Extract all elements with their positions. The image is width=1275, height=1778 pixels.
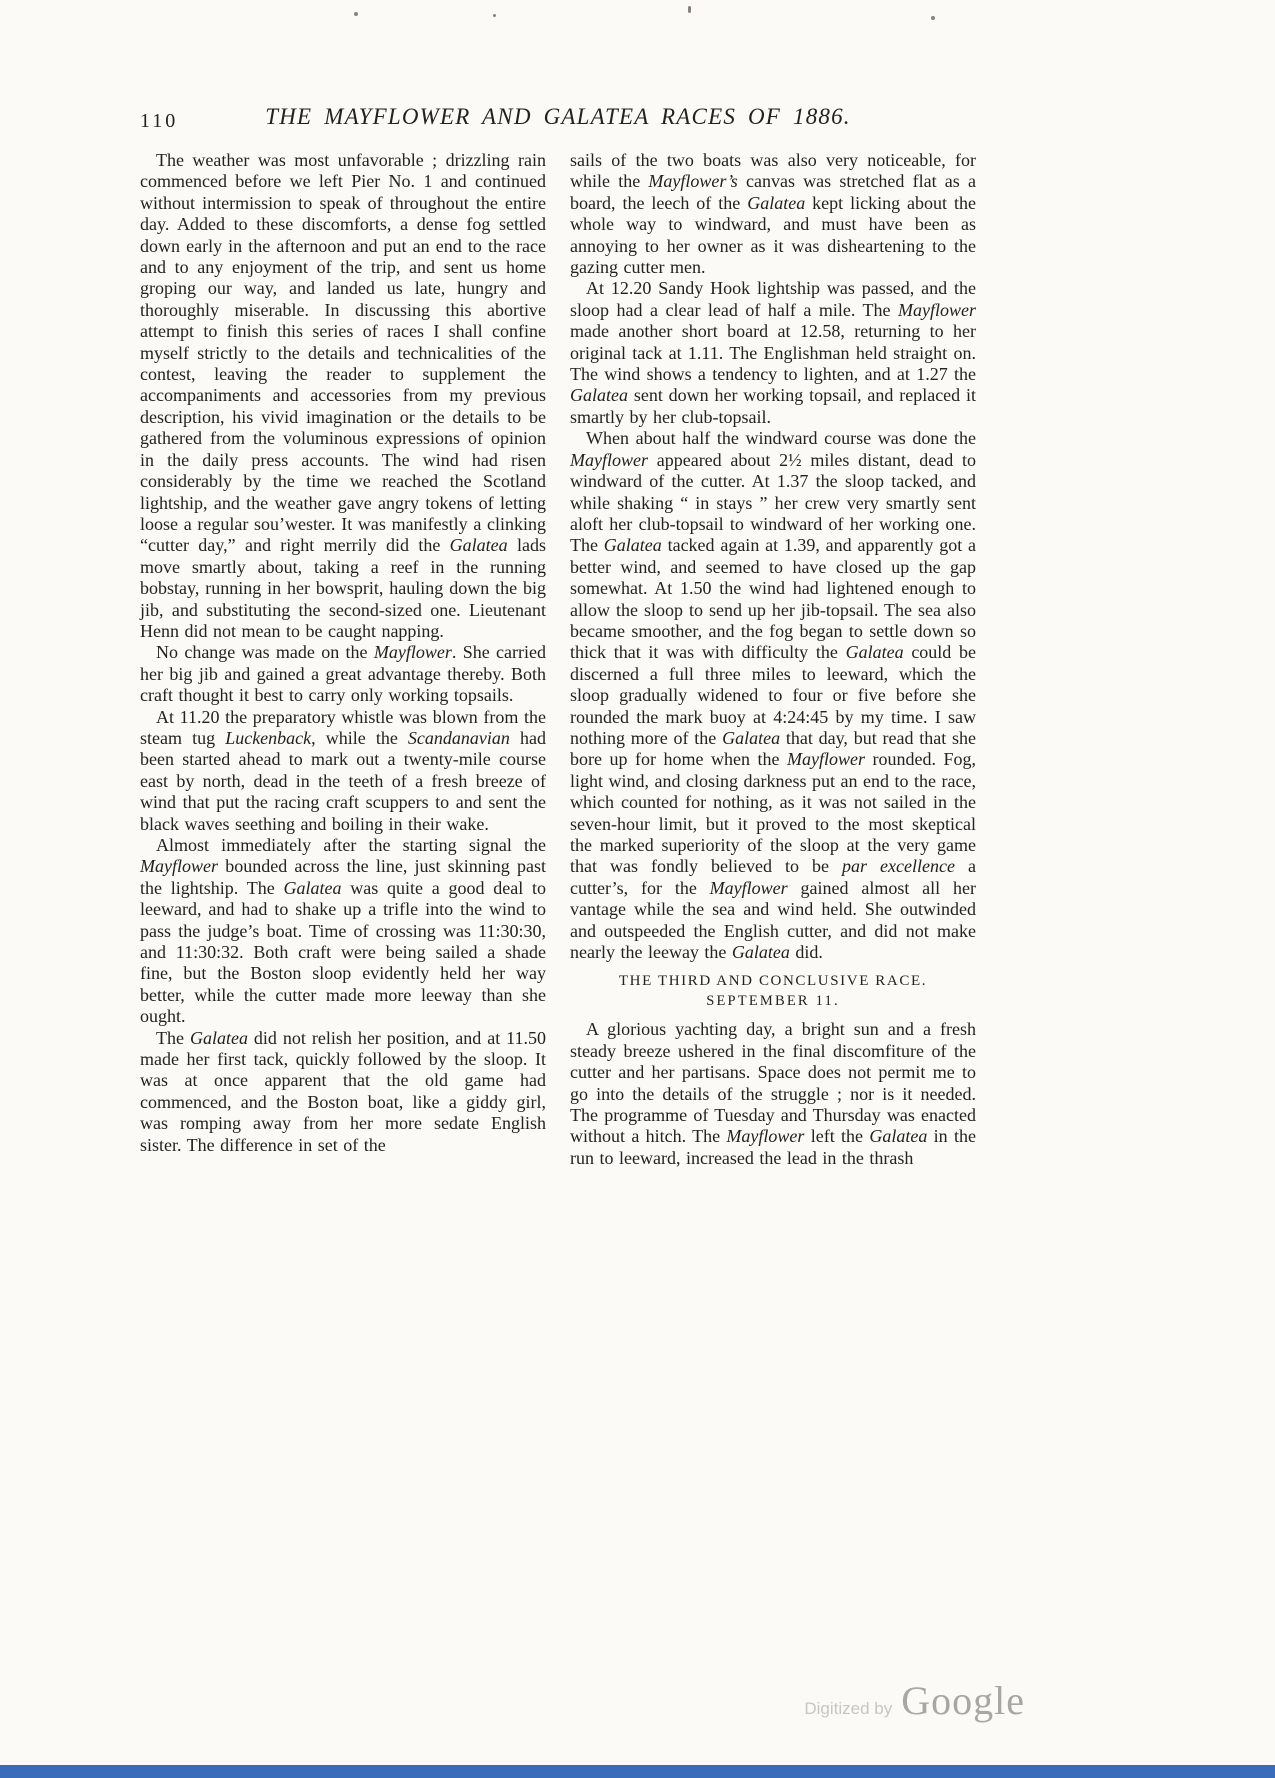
scan-speck (931, 16, 935, 20)
page-header (140, 104, 976, 138)
scan-speck (493, 14, 496, 17)
page-number: 110 (140, 110, 179, 132)
scan-speck (354, 12, 358, 16)
scan-speck (688, 6, 691, 13)
google-logo: Google (901, 1678, 1025, 1723)
text-columns (140, 150, 976, 1169)
paragraph: sails of the two boats was also very noticeable, for while the Mayflower’s canvas was stretched flat as a board, the leech of the Galatea kept licking about the whole way to windward, and must have been as annoying to her owner as it was disheartening to the gazing cutter men. (570, 150, 976, 278)
section-heading: THE THIRD AND CONCLUSIVE RACE. (618, 973, 928, 990)
watermark (804, 1677, 1025, 1724)
section-subheading: SEPTEMBER 11. (706, 993, 840, 1010)
paragraph: The Galatea did not relish her position, and at 11.50 made her first tack, quickly followed by the sloop. It was at once apparent that the old game had commenced, and the Boston boat, like a giddy girl, was romping away from her more sedate English sister. The difference in set of the (140, 1027, 546, 1155)
paragraph: No change was made on the Mayflower. She carried her big jib and gained a great advantage thereby. Both craft thought it best to carry only working topsails. (140, 642, 546, 706)
paragraph: At 12.20 Sandy Hook lightship was passed, and the sloop had a clear lead of half a mile. The Mayflower made another short board at 12.58, returning to her original tack at 1.11. The Englishman held straight on. The wind shows a tendency to lighten, and at 1.27 the Galatea sent down her working topsail, and replaced it smartly by her club-topsail. (570, 278, 976, 427)
paragraph: A glorious yachting day, a bright sun and a fresh steady breeze ushered in the final discomfiture of the cutter and her partisans. Space does not permit me to go into the details of the struggle ; nor is it needed. The programme of Tuesday and Thursday was enacted without a hitch. The Mayflower left the Galatea in the run to leeward, increased the lead in the thrash (570, 1019, 976, 1168)
paragraph: The weather was most unfavorable ; drizzling rain commenced before we left Pier No. 1 and continued without intermission to speak of throughout the entire day. Added to these discomforts, a dense fog settled down early in the afternoon and put an end to the race and to any enjoyment of the trip, and sent us home groping our way, and landed us late, hungry and thoroughly miserable. In discussing this abortive attempt to finish this series of races I shall confine myself strictly to the details and technicalities of the contest, leaving the reader to supplement the accompaniments and accessories from my previous description, his vivid imagination or the details to be gathered from the voluminous expressions of opinion in the daily press accounts. The wind had risen considerably by the time we reached the Scotland lightship, and the weather gave angry tokens of letting loose a regular sou’wester. It was manifestly a clinking “cutter day,” and right merrily did the Galatea lads move smartly about, taking a reef in the running bobstay, running in her bowsprit, hauling down the big jib, and substituting the second-sized one. Lieutenant Henn did not mean to be caught napping. (140, 150, 546, 641)
paragraph: At 11.20 the preparatory whistle was blown from the steam tug Luckenback, while the Scandanavian had been started ahead to mark out a twenty-mile course east by north, dead in the teeth of a fresh breeze of wind that put the racing craft scuppers to and sent the black waves seething and boiling in their wake. (140, 706, 546, 834)
bottom-blue-bar (0, 1765, 1275, 1778)
column-left (140, 150, 546, 1169)
paragraph: Almost immediately after the starting signal the Mayflower bounded across the line, just skinning past the lightship. The Galatea was quite a good deal to leeward, and had to shake up a trifle into the wind to pass the judge’s boat. Time of crossing was 11:30:30, and 11:30:32. Both craft were being sailed a shade fine, but the Boston sloop evidently held her way better, while the cutter made more leeway than she ought. (140, 835, 546, 1027)
page-title: THE MAYFLOWER AND GALATEA RACES OF 1886. (265, 104, 851, 129)
column-right (570, 150, 976, 1169)
paragraph: When about half the windward course was done the Mayflower appeared about 2½ miles distant, dead to windward of the cutter. At 1.37 the sloop tacked, and while shaking “ in stays ” her crew very smartly sent aloft her club-topsail to windward of her working one. The Galatea tacked again at 1.39, and apparently got a better wind, and seemed to have closed up the gap somewhat. At 1.50 the wind had lightened enough to allow the sloop to send up her jib-topsail. The sea also became smoother, and the fog began to settle down so thick that it was with difficulty the Galatea could be discerned a full three miles to leeward, which the sloop gradually widened to four or five before she rounded the mark buoy at 4:24:45 by my time. I saw nothing more of the Galatea that day, but read that she bore up for home when the Mayflower rounded. Fog, light wind, and closing darkness put an end to the race, which counted for nothing, as it was not sailed in the seven-hour limit, but it proved to the most skeptical the marked superiority of the sloop at the very game that was fondly believed to be par excellence a cutter’s, for the Mayflower gained almost all her vantage while the sea and wind held. She outwinded and outspeeded the English cutter, and did not make nearly the leeway the Galatea did. (570, 428, 977, 963)
digitized-by-text: Digitized by (804, 1699, 893, 1718)
